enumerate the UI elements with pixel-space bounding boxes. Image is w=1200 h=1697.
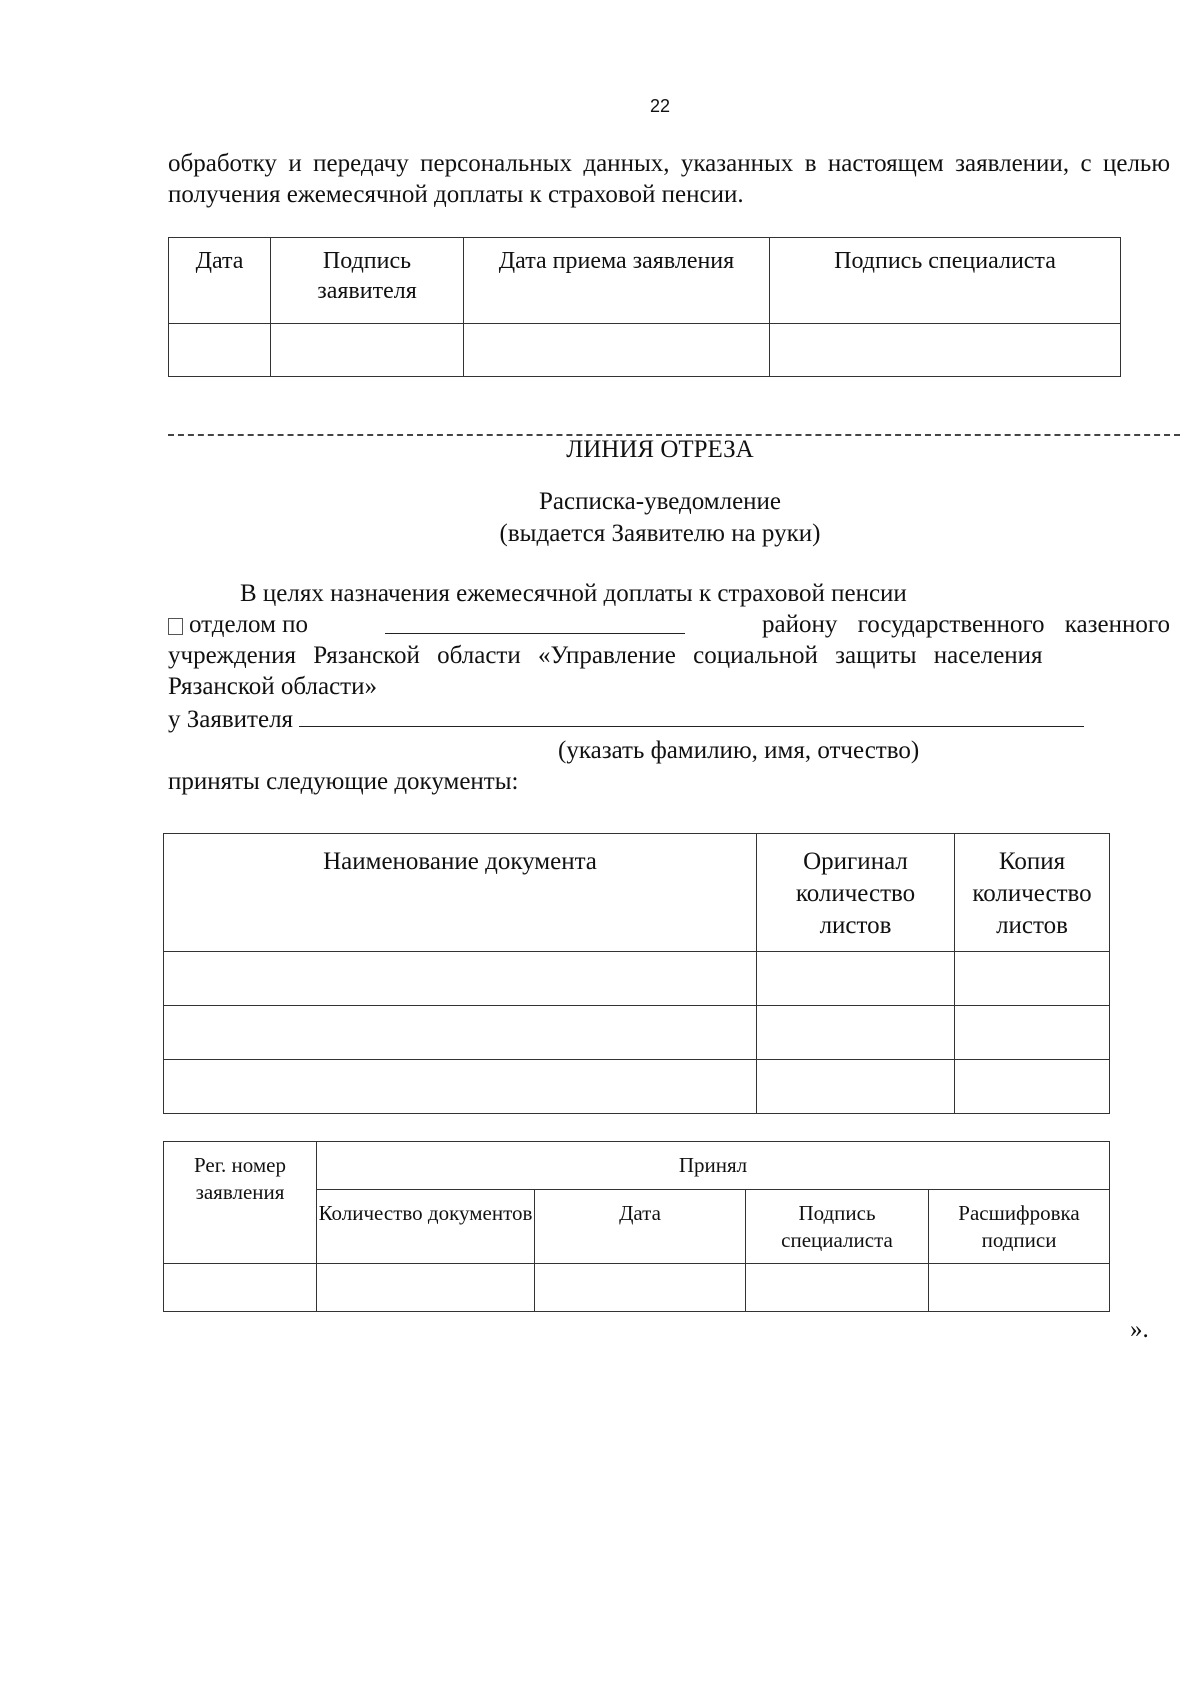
header-document-name: Наименование документа <box>164 834 757 952</box>
applicant-signature-cell[interactable] <box>271 324 464 377</box>
header-applicant-signature: Подпись заявителя <box>271 238 464 324</box>
copy-sheets-cell[interactable] <box>955 1060 1110 1114</box>
documents-table-row <box>164 1006 1110 1060</box>
reg-number-cell[interactable] <box>164 1264 317 1312</box>
documents-count-cell[interactable] <box>317 1264 535 1312</box>
applicant-line <box>168 702 1170 735</box>
receipt-title: Расписка-уведомление <box>538 488 782 515</box>
registration-header-row <box>164 1142 1110 1190</box>
header-date: Дата <box>169 238 271 324</box>
receipt-line-1: В целях назначения ежемесячной доплаты к страховой пенсии <box>240 580 907 607</box>
applicant-label: у Заявителя <box>168 706 294 733</box>
acceptance-date-cell[interactable] <box>464 324 770 377</box>
copy-sheets-cell[interactable] <box>955 952 1110 1006</box>
header-copy-sheets: Копия количество листов <box>955 834 1110 952</box>
document-name-cell[interactable] <box>164 952 757 1006</box>
document-name-cell[interactable] <box>164 1006 757 1060</box>
documents-table <box>163 833 1110 1114</box>
specialist-signature-cell[interactable] <box>770 324 1121 377</box>
header-signature-decoding: Расшифровка подписи <box>929 1190 1110 1264</box>
name-hint: (указать фамилию, имя, отчество) <box>558 737 920 764</box>
receipt-subtitle: (выдается Заявителю на руки) <box>499 520 821 547</box>
header-specialist-signature: Подпись специалиста <box>770 238 1121 324</box>
district-blank[interactable] <box>385 609 685 634</box>
applicant-name-blank[interactable] <box>299 702 1084 727</box>
department-label: отделом по <box>189 611 309 638</box>
header-reg-date: Дата <box>535 1190 746 1264</box>
header-reg-specialist-signature: Подпись специалиста <box>746 1190 929 1264</box>
signature-table-header-row <box>169 238 1121 324</box>
date-cell[interactable] <box>169 324 271 377</box>
receipt-title-block <box>0 486 1200 550</box>
signature-table-empty-row <box>169 324 1121 377</box>
receipt-body <box>168 578 1170 797</box>
intro-paragraph: обработку и передачу персональных данных, указанных в настоящем заявлении, с целью получения ежемесячной доплаты к страховой пенсии. <box>168 150 1170 208</box>
documents-table-row <box>164 1060 1110 1114</box>
accepted-label: приняты следующие документы: <box>168 768 519 795</box>
documents-table-header-row <box>164 834 1110 952</box>
receipt-line-2 <box>168 609 1170 640</box>
signature-table <box>168 237 1121 377</box>
header-accepted-by: Принял <box>317 1142 1110 1190</box>
original-sheets-cell[interactable] <box>757 1006 955 1060</box>
district-label: району государственного казенного <box>761 611 1170 638</box>
copy-sheets-cell[interactable] <box>955 1006 1110 1060</box>
department-line <box>168 609 308 640</box>
reg-specialist-signature-cell[interactable] <box>746 1264 929 1312</box>
receipt-line-4: Рязанской области» <box>168 673 377 700</box>
registration-table <box>163 1141 1110 1312</box>
header-original-sheets: Оригинал количество листов <box>757 834 955 952</box>
original-sheets-cell[interactable] <box>757 952 955 1006</box>
original-sheets-cell[interactable] <box>757 1060 955 1114</box>
documents-table-row <box>164 952 1110 1006</box>
header-reg-number: Рег. номер заявления <box>164 1142 317 1264</box>
registration-empty-row <box>164 1264 1110 1312</box>
page-number: 22 <box>649 96 671 116</box>
closing-quote: ». <box>1130 1316 1149 1343</box>
header-acceptance-date: Дата приема заявления <box>464 238 770 324</box>
receipt-line-3: учреждения Рязанской области «Управление социальной защиты населения <box>168 642 1043 669</box>
header-documents-count: Количество документов <box>317 1190 535 1264</box>
checkbox-icon[interactable] <box>168 618 183 635</box>
reg-date-cell[interactable] <box>535 1264 746 1312</box>
cut-line-label: ЛИНИЯ ОТРЕЗА <box>566 436 754 463</box>
document-name-cell[interactable] <box>164 1060 757 1114</box>
signature-decoding-cell[interactable] <box>929 1264 1110 1312</box>
